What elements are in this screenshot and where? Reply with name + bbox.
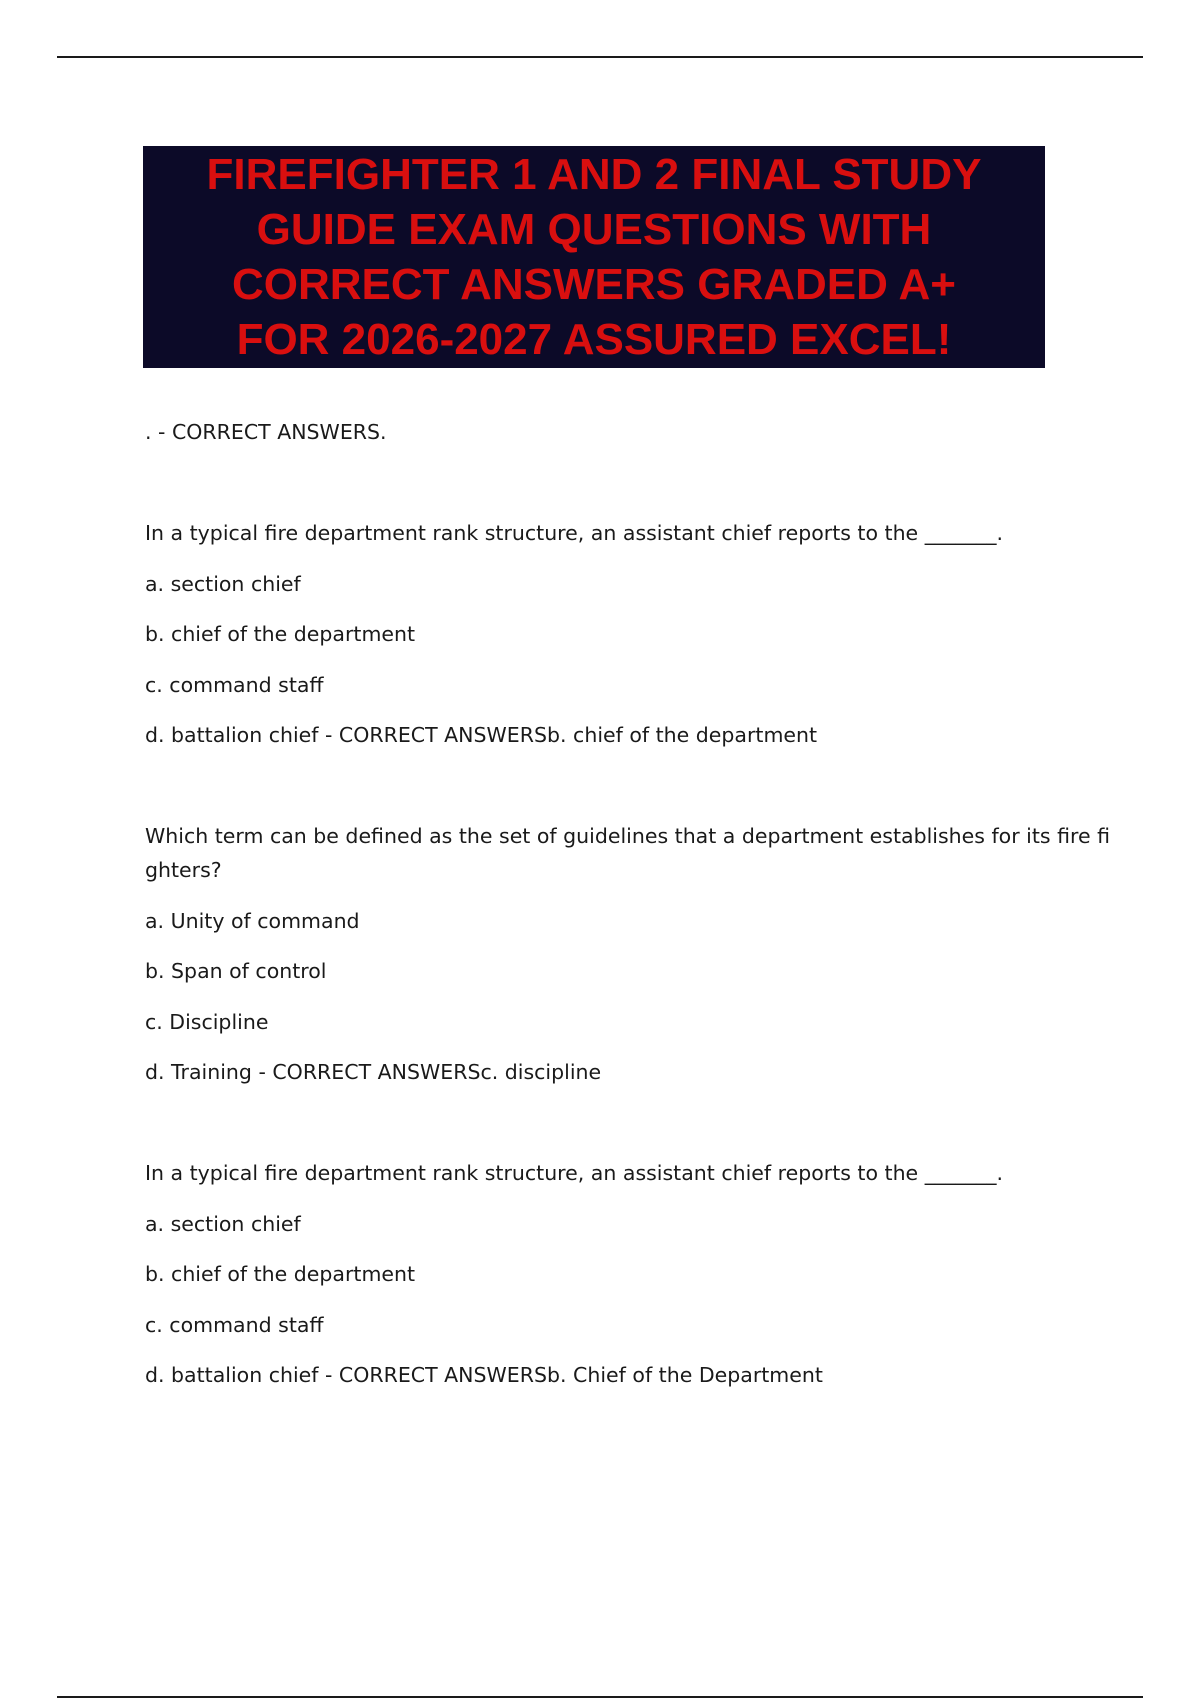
question-3-prompt: In a typical fire department rank structure, an assistant chief reports to the _______. — [145, 1161, 1003, 1185]
question-2-option-c: c. Discipline — [145, 1010, 269, 1034]
question-3-option-b: b. chief of the department — [145, 1262, 416, 1286]
header-rule — [57, 56, 1143, 58]
question-2-option-b: b. Span of control — [145, 959, 327, 983]
banner-line-2: GUIDE EXAM QUESTIONS WITH — [256, 205, 932, 254]
question-1-option-d: d. battalion chief - CORRECT ANSWERSb. chief of the department — [145, 723, 818, 747]
question-2-option-d: d. Training - CORRECT ANSWERSc. discipline — [145, 1060, 602, 1084]
question-1-option-c: c. command staff — [145, 673, 324, 697]
question-2-prompt-line-1: Which term can be defined as the set of guidelines that a department establishes for its fire fi — [145, 824, 1111, 848]
question-3-option-c: c. command staff — [145, 1313, 324, 1337]
banner-line-1: FIREFIGHTER 1 AND 2 FINAL STUDY — [206, 150, 982, 199]
question-3-option-a: a. section chief — [145, 1212, 301, 1236]
question-1-option-a: a. section chief — [145, 572, 301, 596]
question-2-option-a: a. Unity of command — [145, 909, 360, 933]
intro-text: . - CORRECT ANSWERS. — [145, 420, 387, 444]
banner-line-4: FOR 2026-2027 ASSURED EXCEL! — [236, 315, 952, 364]
banner-line-3: CORRECT ANSWERS GRADED A+ — [231, 260, 956, 309]
question-1-prompt: In a typical fire department rank structure, an assistant chief reports to the _______. — [145, 521, 1003, 545]
question-1-option-b: b. chief of the department — [145, 622, 416, 646]
question-2-prompt-line-2: ghters? — [145, 858, 222, 882]
title-banner — [143, 146, 1045, 368]
footer-rule — [57, 1696, 1143, 1698]
question-3-option-d: d. battalion chief - CORRECT ANSWERSb. Chief of the Department — [145, 1363, 823, 1387]
